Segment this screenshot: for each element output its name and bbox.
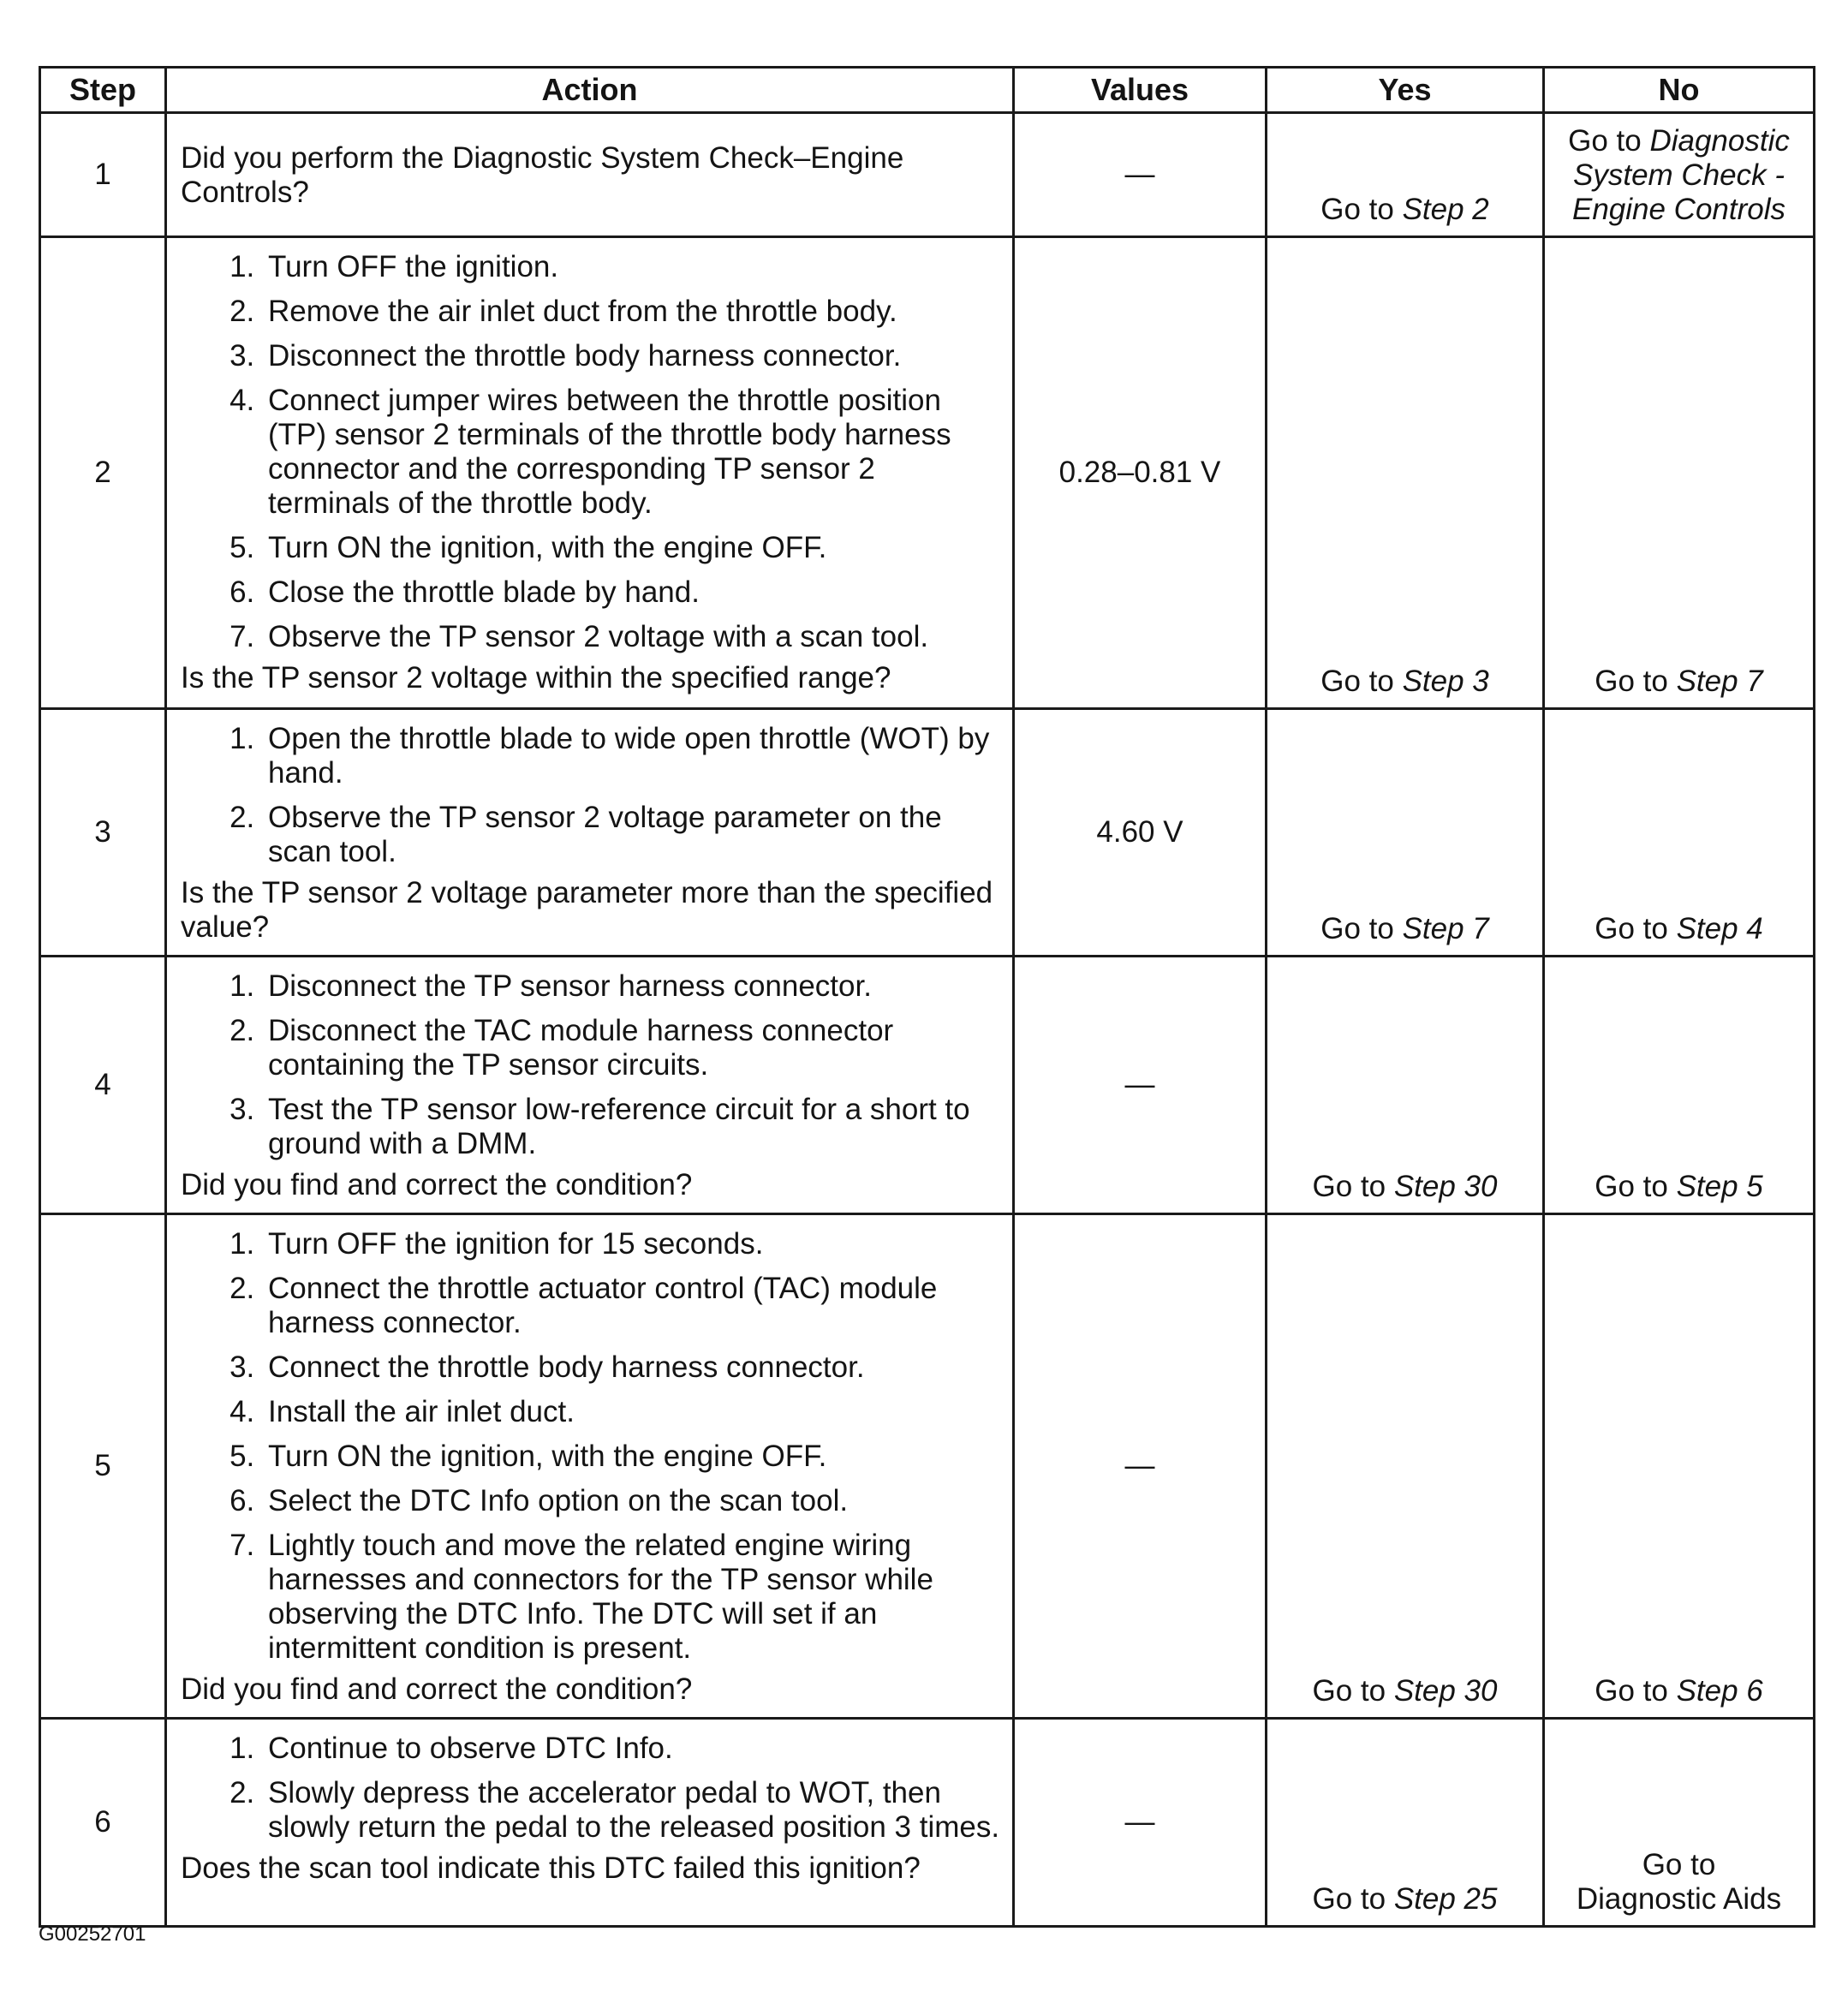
- action-item: 3. Connect the throttle body harness connector.: [263, 1350, 1000, 1385]
- table-row: [40, 237, 1815, 709]
- goto-prefix: Go to: [1595, 912, 1677, 945]
- action-list: [181, 250, 1000, 654]
- header-step: Step: [40, 68, 166, 113]
- action-item: 5. Turn ON the ignition, with the engine OFF.: [263, 531, 1000, 565]
- action-cell: [166, 113, 1014, 237]
- action-item: 7. Observe the TP sensor 2 voltage with a scan tool.: [263, 620, 1000, 654]
- table-row: [40, 1719, 1815, 1927]
- action-item: 1. Continue to observe DTC Info.: [263, 1732, 1000, 1766]
- action-item: 1. Turn OFF the ignition.: [263, 250, 1000, 284]
- step-reference-link[interactable]: Step 25: [1393, 1882, 1498, 1916]
- action-question: Did you perform the Diagnostic System Check–Engine Controls?: [181, 141, 904, 209]
- no-cell: [1544, 957, 1815, 1214]
- value-cell: —: [1014, 957, 1267, 1214]
- action-item: 5. Turn ON the ignition, with the engine OFF.: [263, 1440, 1000, 1474]
- yes-cell: [1267, 709, 1544, 957]
- goto-prefix: Go to: [1568, 124, 1650, 158]
- value-cell: 0.28–0.81 V: [1014, 237, 1267, 709]
- no-cell: [1544, 237, 1815, 709]
- value-cell: 4.60 V: [1014, 709, 1267, 957]
- goto-prefix: Go to: [1312, 1674, 1394, 1708]
- action-list: [181, 969, 1000, 1161]
- action-cell: [166, 1214, 1014, 1719]
- step-number: 5: [40, 1214, 166, 1719]
- goto-prefix: Go to: [1312, 1170, 1394, 1203]
- table-row: [40, 1214, 1815, 1719]
- yes-cell: [1267, 1719, 1544, 1927]
- step-reference-link[interactable]: Step 5: [1676, 1170, 1763, 1203]
- action-item: 2. Connect the throttle actuator control (TAC) module harness connector.: [263, 1272, 1000, 1340]
- action-question: Is the TP sensor 2 voltage within the specified range?: [181, 661, 891, 695]
- no-cell: [1544, 709, 1815, 957]
- action-item: 2. Remove the air inlet duct from the throttle body.: [263, 295, 1000, 329]
- goto-prefix: Go to: [1320, 193, 1403, 226]
- goto-prefix: Go to: [1642, 1848, 1716, 1881]
- table-row: [40, 709, 1815, 957]
- action-item: 1. Open the throttle blade to wide open throttle (WOT) by hand.: [263, 722, 1000, 790]
- step-number: 2: [40, 237, 166, 709]
- value-cell: —: [1014, 113, 1267, 237]
- step-reference-link[interactable]: Step 3: [1402, 665, 1489, 698]
- yes-cell: [1267, 113, 1544, 237]
- action-question: Did you find and correct the condition?: [181, 1168, 693, 1201]
- step-number: 3: [40, 709, 166, 957]
- step-number: 4: [40, 957, 166, 1214]
- action-item: 3. Disconnect the throttle body harness connector.: [263, 339, 1000, 373]
- step-reference-link[interactable]: Step 2: [1402, 193, 1489, 226]
- action-list: [181, 1732, 1000, 1845]
- action-cell: [166, 237, 1014, 709]
- action-cell: [166, 709, 1014, 957]
- table-row: [40, 957, 1815, 1214]
- goto-prefix: Go to: [1320, 912, 1403, 945]
- goto-prefix: Go to: [1595, 1674, 1677, 1708]
- step-reference-link[interactable]: Step 7: [1402, 912, 1489, 945]
- action-item: 1. Turn OFF the ignition for 15 seconds.: [263, 1227, 1000, 1261]
- yes-cell: [1267, 957, 1544, 1214]
- no-line: [1545, 124, 1813, 158]
- header-action: Action: [166, 68, 1014, 113]
- step-reference-link[interactable]: Step 30: [1393, 1170, 1498, 1203]
- action-item: 2. Slowly depress the accelerator pedal to WOT, then slowly return the pedal to the released position 3 times.: [263, 1776, 1000, 1845]
- step-number: 6: [40, 1719, 166, 1927]
- action-item: 7. Lightly touch and move the related engine wiring harnesses and connectors for the TP sensor while observing the DTC Info. The DTC will set if an intermittent condition is present.: [263, 1529, 1000, 1666]
- step-reference-link[interactable]: Step 7: [1676, 665, 1763, 698]
- action-item: 2. Observe the TP sensor 2 voltage parameter on the scan tool.: [263, 801, 1000, 869]
- procedure-reference-link[interactable]: Diagnostic: [1649, 124, 1790, 158]
- action-list: [181, 722, 1000, 869]
- action-item: 6. Close the throttle blade by hand.: [263, 575, 1000, 610]
- goto-prefix: Go to: [1595, 665, 1677, 698]
- value-cell: —: [1014, 1214, 1267, 1719]
- action-list: [181, 1227, 1000, 1666]
- header-yes: Yes: [1267, 68, 1544, 113]
- no-cell: [1544, 1214, 1815, 1719]
- action-item: 6. Select the DTC Info option on the scan tool.: [263, 1484, 1000, 1518]
- yes-cell: [1267, 237, 1544, 709]
- action-item: 4. Install the air inlet duct.: [263, 1395, 1000, 1429]
- value-cell: —: [1014, 1719, 1267, 1927]
- goto-prefix: Go to: [1312, 1882, 1394, 1916]
- step-reference-link[interactable]: Step 4: [1676, 912, 1763, 945]
- step-reference-link[interactable]: Step 6: [1676, 1674, 1763, 1708]
- yes-cell: [1267, 1214, 1544, 1719]
- action-item: 3. Test the TP sensor low-reference circuit for a short to ground with a DMM.: [263, 1093, 1000, 1161]
- action-cell: [166, 957, 1014, 1214]
- step-number: 1: [40, 113, 166, 237]
- no-cell: [1544, 113, 1815, 237]
- action-item: 2. Disconnect the TAC module harness connector containing the TP sensor circuits.: [263, 1014, 1000, 1082]
- no-cell: [1544, 1719, 1815, 1927]
- action-question: Does the scan tool indicate this DTC failed this ignition?: [181, 1851, 921, 1885]
- action-question: Did you find and correct the condition?: [181, 1672, 693, 1706]
- action-question: Is the TP sensor 2 voltage parameter more than the specified value?: [181, 876, 993, 944]
- procedure-reference-link[interactable]: Diagnostic Aids: [1576, 1882, 1782, 1916]
- header-no: No: [1544, 68, 1815, 113]
- figure-id: G00252701: [39, 1923, 146, 1946]
- action-cell: [166, 1719, 1014, 1927]
- diagnostic-table: [39, 66, 1815, 1928]
- goto-prefix: Go to: [1320, 665, 1403, 698]
- procedure-reference-link[interactable]: System Check -: [1573, 158, 1785, 192]
- header-values: Values: [1014, 68, 1267, 113]
- procedure-reference-link[interactable]: Engine Controls: [1571, 193, 1786, 226]
- header-row: [40, 68, 1815, 113]
- action-item: 1. Disconnect the TP sensor harness connector.: [263, 969, 1000, 1004]
- step-reference-link[interactable]: Step 30: [1393, 1674, 1498, 1708]
- goto-prefix: Go to: [1595, 1170, 1677, 1203]
- table-row: [40, 113, 1815, 237]
- action-item: 4. Connect jumper wires between the throttle position (TP) sensor 2 terminals of the throttle body harness connector and the corresponding TP sensor 2 terminals of the throttle body.: [263, 384, 1000, 521]
